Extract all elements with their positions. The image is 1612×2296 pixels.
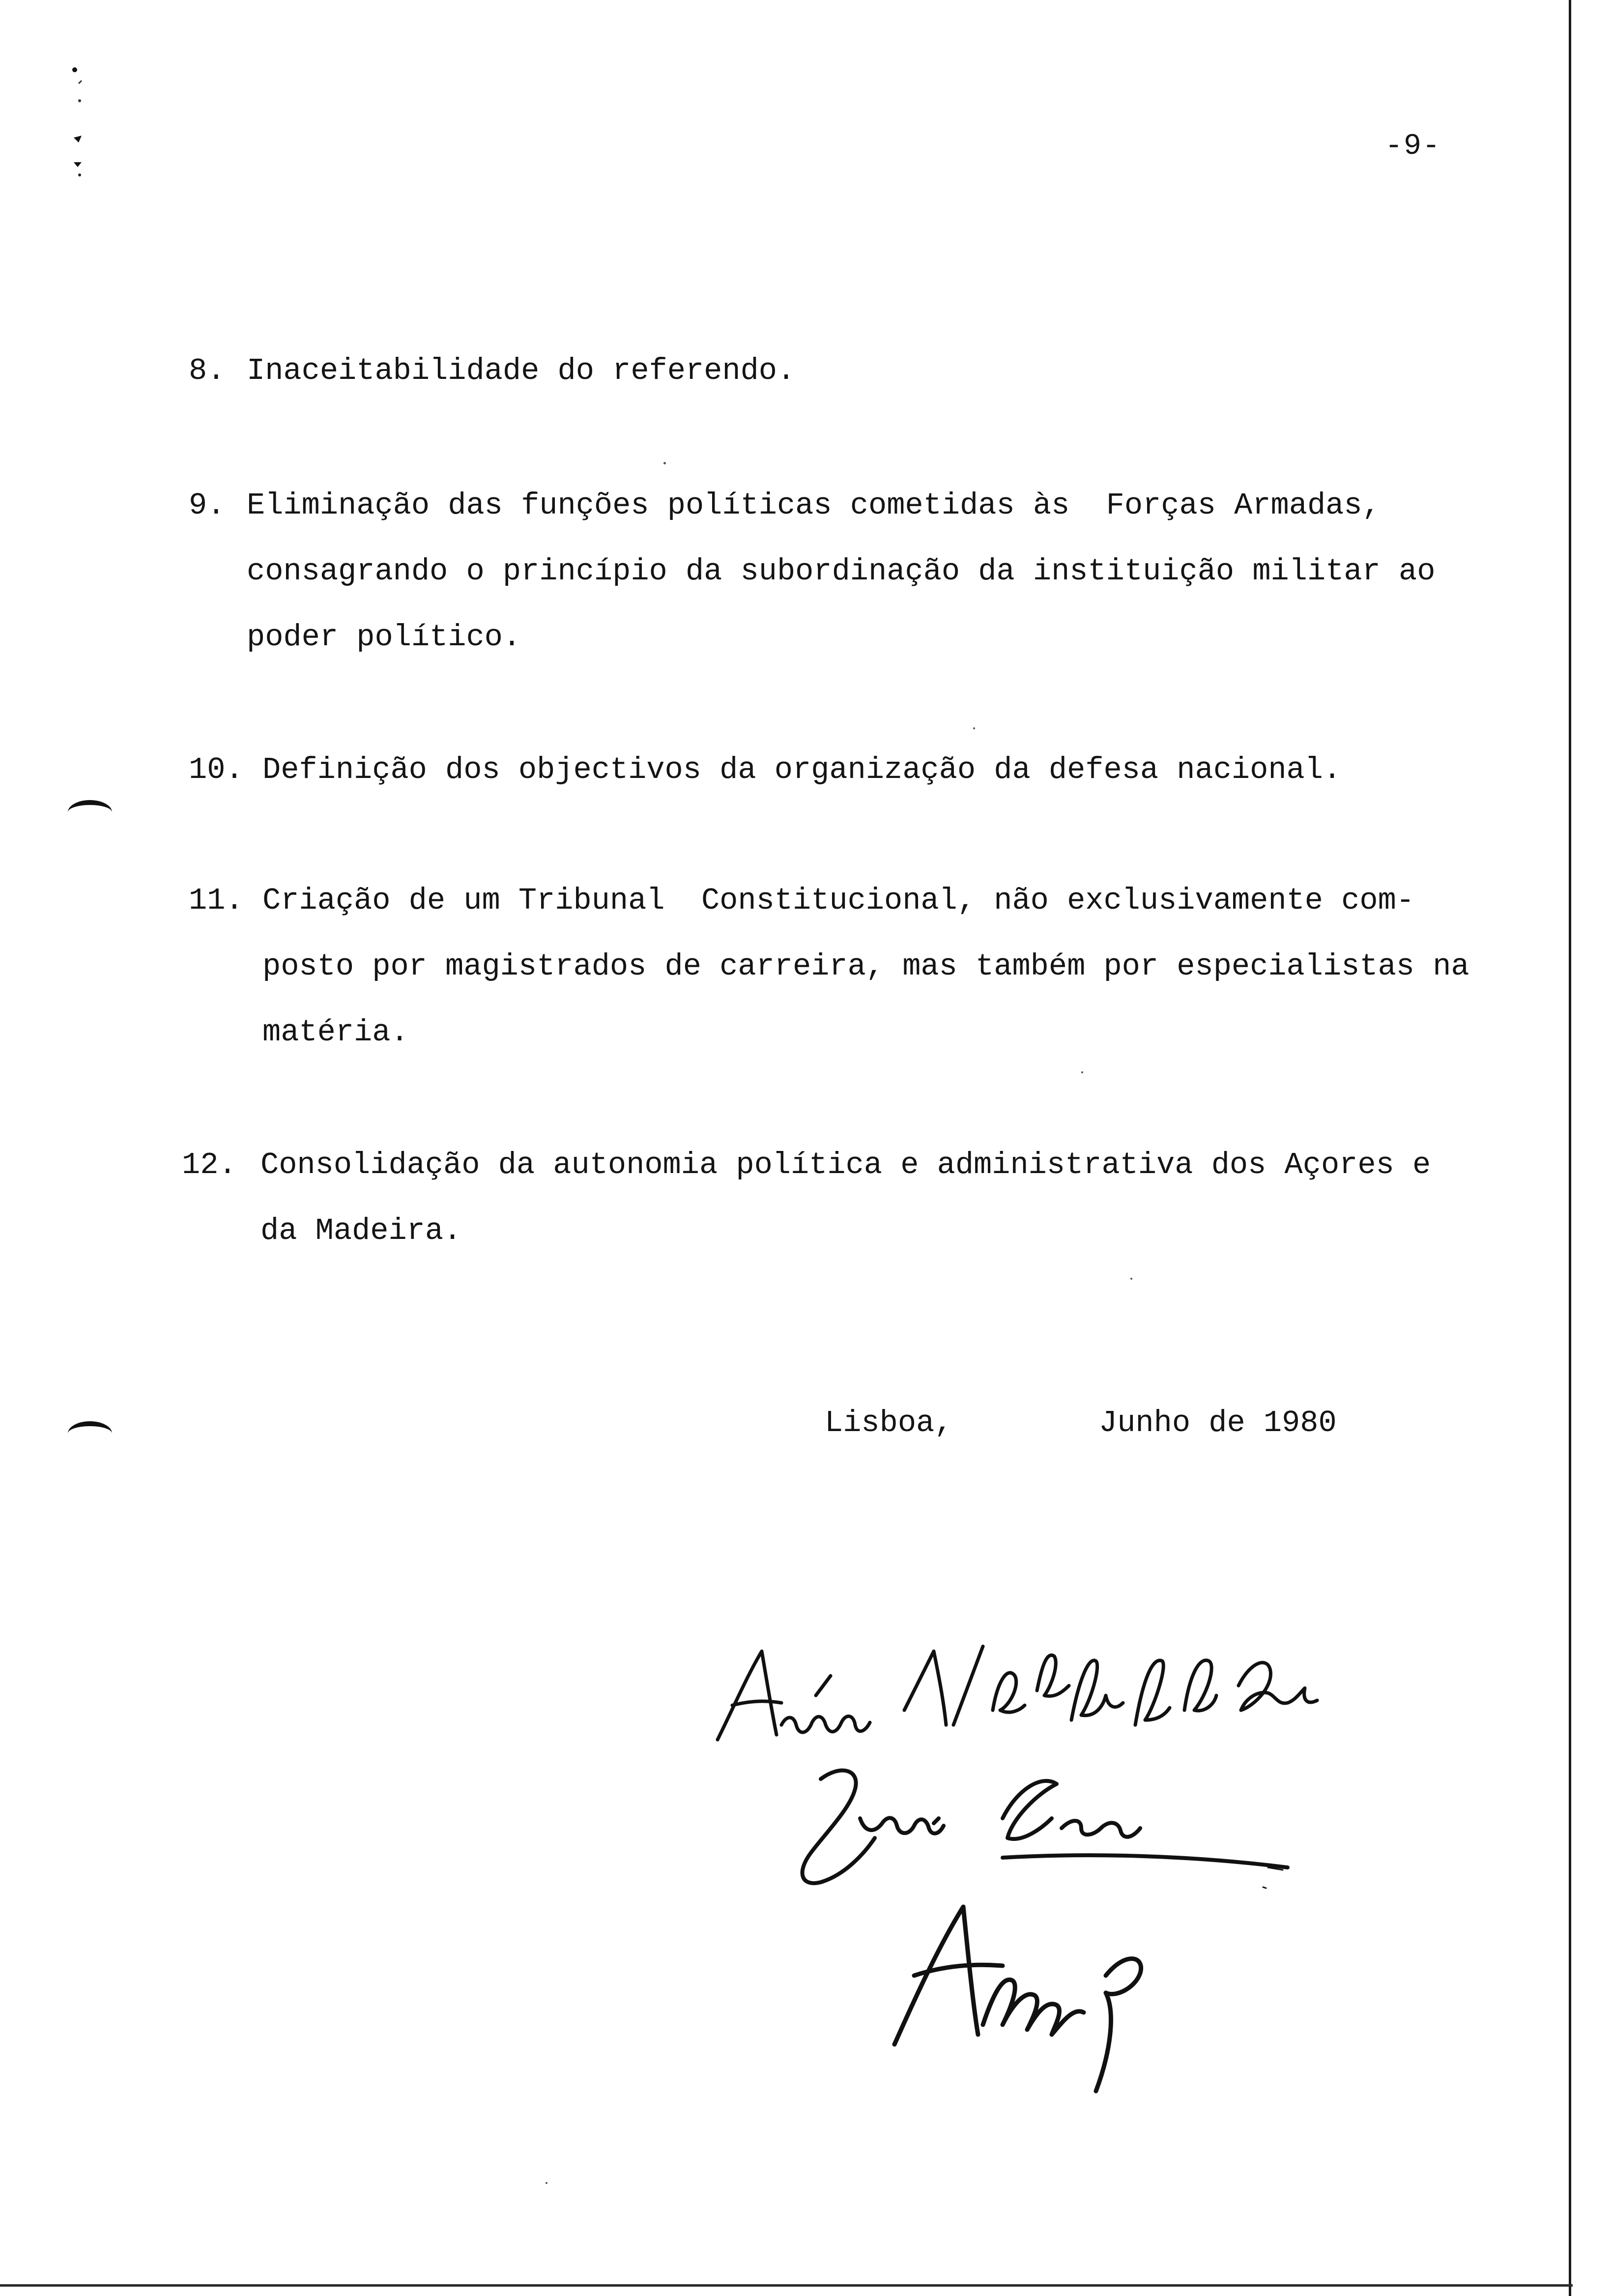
signature-2: [803, 1771, 1288, 1883]
list-item-text: Eliminação das funções políticas cometidas às Forças Armadas,: [247, 488, 1381, 523]
list-item-number: 12.: [182, 1148, 237, 1182]
punch-hole-mark-lower: [68, 1421, 112, 1446]
page-edge-right: [1569, 0, 1571, 2296]
signature-1: [718, 1646, 1317, 1740]
list-item-text: Definição dos objectivos da organização da defesa nacional.: [262, 752, 1342, 787]
list-item-9: [189, 473, 1540, 674]
margin-marks: [69, 64, 98, 192]
closing-place: Lisboa,: [825, 1406, 953, 1440]
list-item-12: [182, 1132, 1548, 1270]
list-item-text: matéria.: [262, 1015, 409, 1050]
punch-hole-mark-upper: [68, 800, 112, 825]
signatures: [698, 1612, 1347, 2113]
list-item-8: [189, 338, 1516, 407]
list-item-number: 8.: [189, 353, 226, 388]
list-item-number: 11.: [189, 883, 244, 918]
list-item-text: consagrando o princípio da subordinação da instituição militar ao: [247, 554, 1436, 589]
list-item-text: Consolidação da autonomia política e administrativa dos Açores e: [260, 1148, 1431, 1182]
signature-3: [894, 1907, 1141, 2091]
list-item-text: poder político.: [247, 620, 521, 655]
list-item-text: Inaceitabilidade do referendo.: [247, 353, 796, 388]
list-item-text: da Madeira.: [260, 1213, 462, 1248]
list-item-text: posto por magistrados de carreira, mas também por especialistas na: [262, 949, 1469, 984]
list-item-number: 10.: [189, 752, 244, 787]
page-number: -9-: [1385, 130, 1441, 163]
paper-speck: [1130, 1278, 1132, 1280]
closing-date: Junho de 1980: [1099, 1406, 1337, 1440]
list-item-text: Criação de um Tribunal Constitucional, não exclusivamente com-: [262, 883, 1414, 918]
list-item-11: [189, 868, 1555, 1069]
page-edge-bottom: [0, 2284, 1573, 2287]
paper-speck: [973, 727, 975, 729]
list-item-number: 9.: [189, 488, 226, 523]
paper-speck: [546, 2182, 547, 2184]
paper-speck: [663, 462, 666, 464]
list-item-10: [189, 737, 1516, 806]
paper-speck: [1081, 1071, 1083, 1073]
